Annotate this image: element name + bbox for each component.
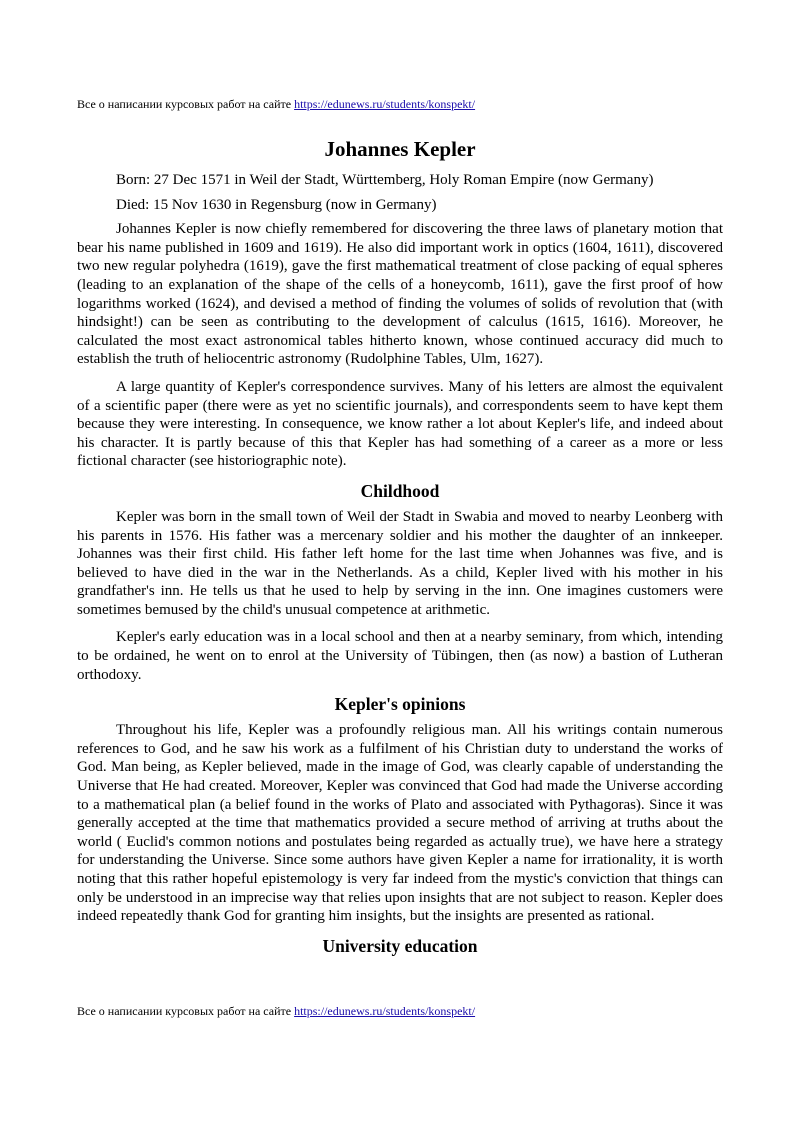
section-heading-childhood: Childhood (360, 480, 440, 501)
header-text: Все о написании курсовых работ на сайте (77, 97, 295, 111)
intro-paragraph: Johannes Kepler is now chiefly remembered for discovering the three laws of planetary motion that bear his name published in 1609 and 1619). He also did important work in optics (1604, 1611), discovered two new regular polyhedra (1619), gave the first mathematical treatment of close packing of equal spheres (leading to an explanation of the shape of the cells of a honeycomb, 1611), gave the first proof of how logarithms worked (1624), and devised a method of finding the volumes of solids of revolution that (with hindsight!) can be seen as contributing to the development of calculus (1615, 1616). Moreover, he calculated the most exact astronomical tables hitherto known, whose continued accuracy did much to establish the truth of heliocentric astronomy (Rudolphine Tables, Ulm, 1627). (77, 221, 723, 368)
footer-text: Все о написании курсовых работ на сайте (77, 1004, 295, 1018)
section-heading-opinions: Kepler's opinions (334, 694, 466, 715)
childhood-paragraph: Kepler was born in the small town of Weil der Stadt in Swabia and moved to nearby Leonberg with his parents in 1576. His father was a mercenary soldier and his mother the daughter of an innkeeper. Johannes was their first child. His father left home for the last time when Johannes was five, and is believed to have died in the war in the Netherlands. As a child, Kepler lived with his mother in his grandfather's inn. He tells us that he used to help by serving in the inn. One imagines customers were sometimes bemused by the child's unusual competence at arithmetic. (77, 508, 723, 618)
page-footer (77, 1004, 475, 1018)
intro-paragraph: A large quantity of Kepler's correspondence survives. Many of his letters are almost the equivalent of a scientific paper (there were as yet no scientific journals), and correspondents seem to have kept them because they were interesting. In consequence, we know rather a lot about Kepler's life, and indeed about his character. It is partly because of this that Kepler has had something of a career as a more or less fictional character (see historiographic note). (77, 378, 723, 470)
footer-link[interactable]: https://edunews.ru/students/konspekt/ (294, 1004, 476, 1018)
page-header (77, 97, 475, 111)
opinions-paragraph: Throughout his life, Kepler was a profoundly religious man. All his writings contain numerous references to God, and he saw his work as a fulfilment of his Christian duty to understand the works of God. Man being, as Kepler believed, made in the image of God, was clearly capable of understanding the Universe that He had created. Moreover, Kepler was convinced that God had made the Universe according to a mathematical plan (a belief found in the works of Plato and associated with Pythagoras). Since it was generally accepted at the time that mathematics provided a secure method of arriving at truths about the world ( Euclid's common notions and postulates being regarded as actually true), we have here a strategy for understanding the Universe. Since some authors have given Kepler a name for irrationality, it is worth noting that this rather hopeful epistemology is very far indeed from the mystic's conviction that things can only be understood in an imprecise way that relies upon insights that are not subject to reason. Kepler does indeed repeatedly thank God for granting him insights, but the insights are presented as rational. (77, 722, 723, 925)
document-title: Johannes Kepler (324, 137, 476, 161)
born-line: Born: 27 Dec 1571 in Weil der Stadt, Württemberg, Holy Roman Empire (now Germany) (116, 172, 654, 188)
header-link[interactable]: https://edunews.ru/students/konspekt/ (294, 97, 476, 111)
document-body (77, 136, 723, 963)
childhood-paragraph: Kepler's early education was in a local school and then at a nearby seminary, from which, intending to be ordained, he went on to enrol at the University of Tübingen, then (as now) a bastion of Lutheran orthodoxy. (77, 629, 723, 683)
section-heading-university: University education (322, 935, 478, 956)
died-line: Died: 15 Nov 1630 in Regensburg (now in Germany) (116, 196, 437, 213)
